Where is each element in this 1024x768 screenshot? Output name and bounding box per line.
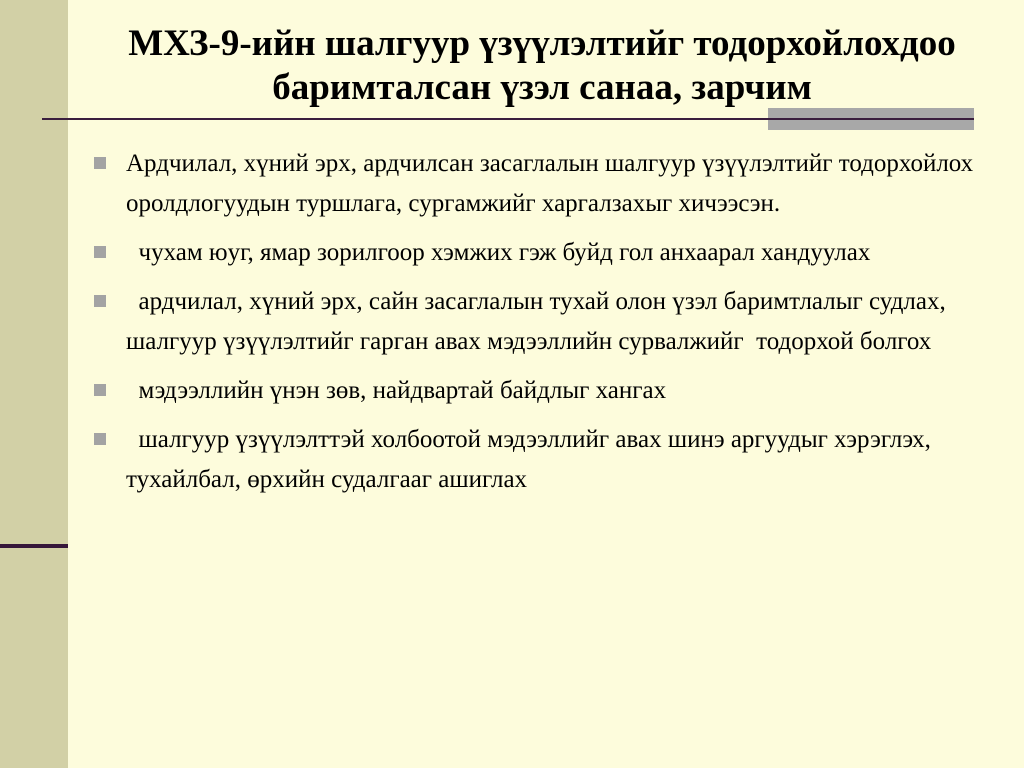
left-band-divider	[0, 544, 68, 548]
title-accent-line	[768, 118, 974, 120]
slide-title-line-1: МХЗ-9-ийн шалгуур үзүүлэлтийг тодорхойлохдоо	[128, 23, 956, 64]
list-item	[90, 371, 990, 411]
square-bullet-icon	[94, 384, 106, 396]
slide-title-line-2: баримталсан үзэл санаа, зарчим	[272, 67, 812, 108]
bullet-text: Ардчилал, хүний эрх, ардчилсан засаглалын шалгуур үзүүлэлтийг тодорхойлох оролдлогуудын туршлага, сургамжийг харгалзахыг хичээсэн.	[126, 150, 980, 217]
bullet-text: шалгуур үзүүлэлттэй холбоотой мэдээллийг авах шинэ аргуудыг хэрэглэх, тухайлбал, өрхийн судалгааг ашиглах	[126, 426, 938, 493]
slide-title	[72, 22, 1012, 110]
bullet-text: чухам юуг, ямар зорилгоор хэмжих гэж буйд гол анхаарал хандуулах	[126, 239, 871, 266]
bullet-text: ардчилал, хүний эрх, сайн засаглалын тухай олон үзэл баримтлалыг судлах, шалгуур үзүүлэлтийг гарган авах мэдээллийн сурвалжийг тодорхой болгох	[126, 288, 952, 355]
list-item	[90, 144, 990, 224]
square-bullet-icon	[94, 246, 106, 258]
bullet-text: мэдээллийн үнэн зөв, найдвартай байдлыг хангах	[126, 377, 667, 404]
left-decorative-band	[0, 0, 68, 768]
square-bullet-icon	[94, 433, 106, 445]
bullet-list	[90, 144, 990, 509]
square-bullet-icon	[94, 295, 106, 307]
square-bullet-icon	[94, 157, 106, 169]
list-item	[90, 420, 990, 500]
list-item	[90, 282, 990, 362]
list-item	[90, 233, 990, 273]
